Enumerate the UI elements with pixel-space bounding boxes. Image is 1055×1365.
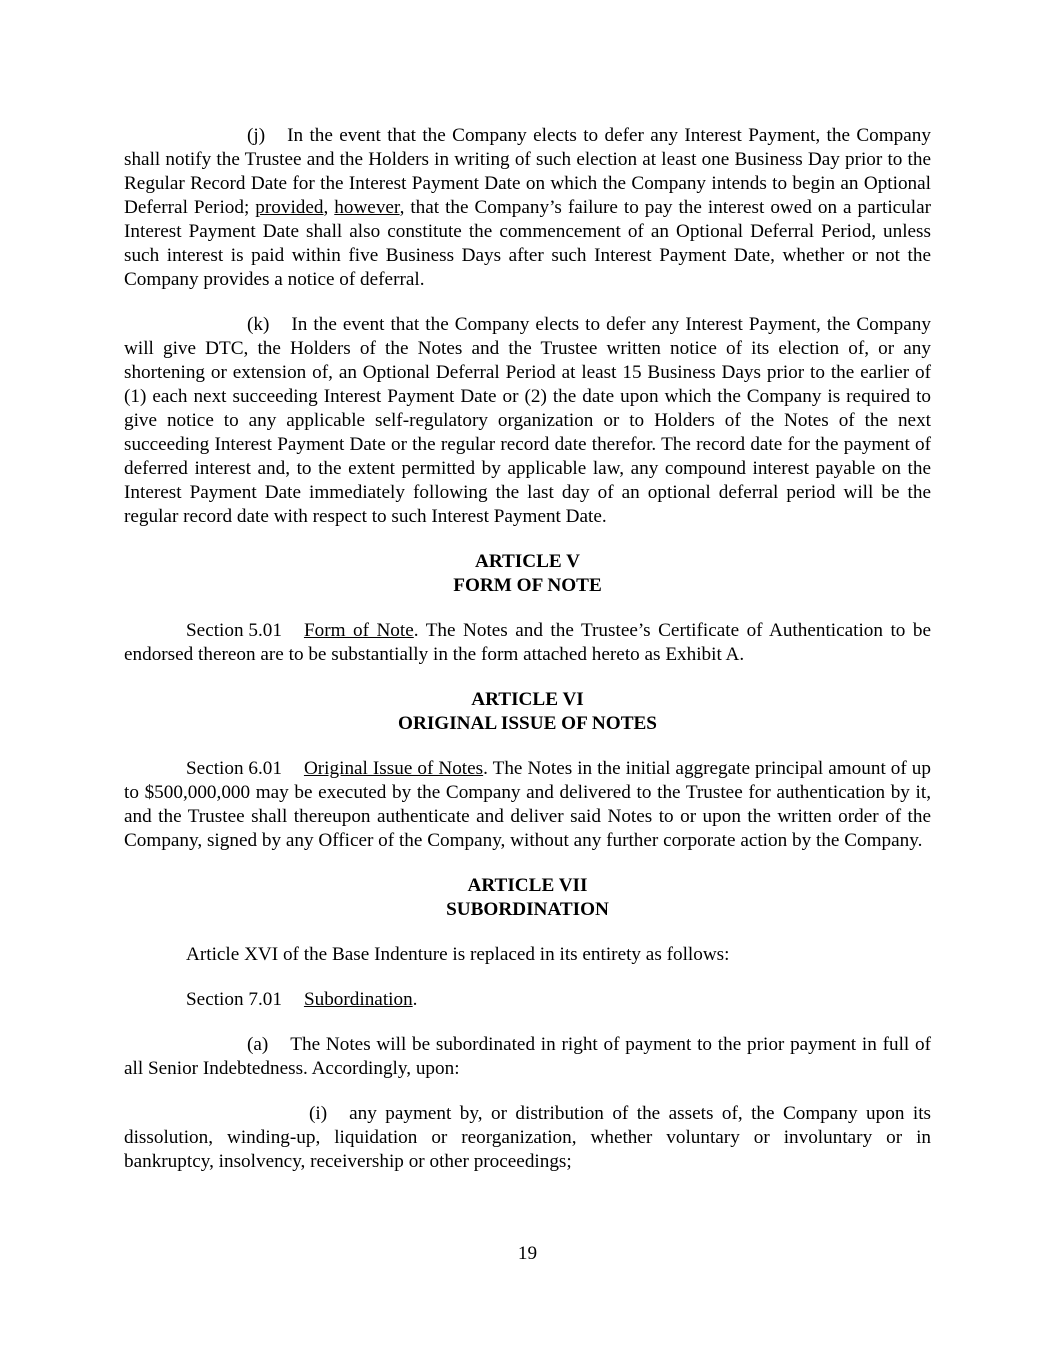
paragraph-j-label: (j) (247, 125, 266, 146)
paragraph-j-comma: , (323, 197, 335, 218)
section-6-01 (124, 757, 931, 853)
article-v-number: ARTICLE V (474, 551, 581, 572)
section-7-01-period: . (412, 989, 418, 1010)
however-term: however (334, 197, 400, 218)
paragraph-i-text: any payment by, or distribution of the assets of, the Company upon its dissolution, winding-up, liquidation or reorganization, whether voluntary or involuntary or in bankruptcy, insolvency, receivership or other proceedings; (124, 1103, 931, 1172)
article-v-title: FORM OF NOTE (453, 575, 602, 596)
section-7-01-heading: Subordination (303, 989, 413, 1010)
document-body (124, 124, 931, 1195)
paragraph-k-label: (k) (247, 314, 270, 335)
section-7-01 (124, 988, 931, 1012)
section-5-01-text: . The Notes and the Trustee’s Certificate of Authentication to be endorsed thereon are to be substantially in the form attached hereto as Exhibit A. (124, 620, 931, 665)
article-vi-number: ARTICLE VI (471, 689, 584, 710)
section-5-01-heading: Form of Note (303, 620, 414, 641)
section-6-01-text: . The Notes in the initial aggregate principal amount of up to $500,000,000 may be executed by the Company and delivered to the Trustee for authentication by it, and the Trustee shall thereupon authenticate and deliver said Notes to or upon the written order of the Company, signed by any Officer of the Company, without any further corporate action by the Company. (124, 758, 931, 851)
paragraph-a-text: The Notes will be subordinated in right of payment to the prior payment in full of all Senior Indebtedness. Accordingly, upon: (124, 1034, 931, 1079)
article-vi-title: ORIGINAL ISSUE OF NOTES (398, 713, 657, 734)
article-vi-heading (124, 688, 931, 736)
section-6-01-heading: Original Issue of Notes (303, 758, 484, 779)
article-vii-title: SUBORDINATION (446, 899, 609, 920)
section-6-01-label: Section 6.01 (186, 758, 282, 779)
paragraph-j (124, 124, 931, 292)
article-v-heading (124, 550, 931, 598)
paragraph-k-text: In the event that the Company elects to defer any Interest Payment, the Company will give DTC, the Holders of the Notes and the Trustee written notice of its election of, or any shortening or extension of, an Optional Deferral Period at least 15 Business Days prior to the earlier of (1) each next succeeding Interest Payment Date or (2) the date upon which the Company is required to give notice to any applicable self-regulatory organization or to Holders of the Notes of the next succeeding Interest Payment Date or the regular record date therefor. The record date for the payment of deferred interest and, to the extent permitted by applicable law, any compound interest payable on the Interest Payment Date immediately following the last day of an optional deferral period will be the regular record date with respect to such Interest Payment Date. (124, 314, 931, 527)
article-xvi-replacement-note: Article XVI of the Base Indenture is replaced in its entirety as follows: (186, 944, 730, 965)
article-vii-number: ARTICLE VII (467, 875, 588, 896)
paragraph-j-text-after: , that the Company’s failure to pay the interest owed on a particular Interest Payment Date shall also constitute the commencement of an Optional Deferral Period, unless such interest is paid within five Business Days after such Interest Payment Date, whether or not the Company provides a notice of deferral. (124, 197, 931, 290)
section-5-01-label: Section 5.01 (186, 620, 282, 641)
provided-term: provided (255, 197, 324, 218)
page-number: 19 (517, 1243, 538, 1264)
section-5-01 (124, 619, 931, 667)
section-7-01-label: Section 7.01 (186, 989, 282, 1010)
paragraph-k (124, 313, 931, 529)
article-vii-heading (124, 874, 931, 922)
paragraph-i-label: (i) (309, 1103, 328, 1124)
paragraph-a-label: (a) (247, 1034, 269, 1055)
paragraph-i (124, 1102, 931, 1174)
paragraph-a (124, 1033, 931, 1081)
paragraph-j-text-before: In the event that the Company elects to defer any Interest Payment, the Company shall notify the Trustee and the Holders in writing of such election at least one Business Day prior to the Regular Record Date for the Interest Payment Date on which the Company intends to begin an Optional Deferral Period; (124, 125, 931, 218)
